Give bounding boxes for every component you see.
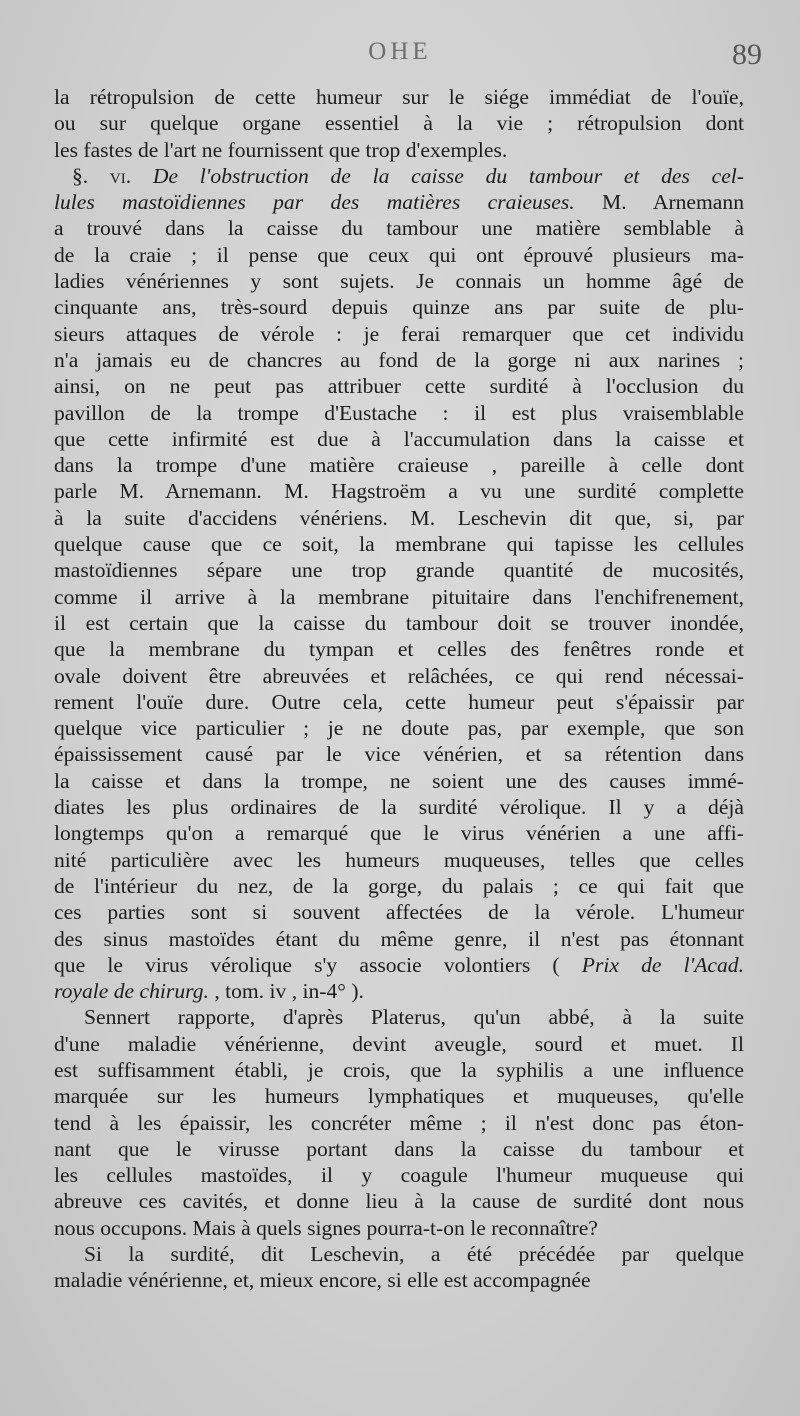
text-span: nité particulière avec les humeurs muqueuses, telles que celles: [54, 847, 744, 872]
text-line: [54, 242, 744, 268]
text-span: Si la surdité, dit Leschevin, a été précédée par quelque: [84, 1242, 744, 1267]
italic-text: De l'obstruction de la caisse du tambour et des cel-: [152, 163, 745, 188]
text-line: [54, 1083, 744, 1109]
text-span: que la membrane du tympan et celles des fenêtres ronde et: [54, 637, 744, 662]
text-line: [54, 1031, 744, 1057]
text-span: que le virus vérolique s'y associe volontiers (: [54, 952, 582, 977]
text-line: [54, 978, 744, 1004]
text-line: [54, 1004, 744, 1030]
text-span: quelque cause que ce soit, la membrane qui tapisse les cellules: [54, 532, 744, 557]
text-span: ou sur quelque organe essentiel à la vie ; rétropulsion dont: [54, 111, 744, 136]
text-span: épaississement causé par le vice vénérien, et sa rétention dans: [54, 742, 744, 767]
text-line: [54, 1162, 744, 1188]
text-span: rement l'ouïe dure. Outre cela, cette humeur peut s'épaissir par: [54, 689, 744, 714]
text-line: [54, 689, 744, 715]
text-span: diates les plus ordinaires de la surdité vérolique. Il y a déjà: [54, 795, 744, 820]
text-span: , tom. iv , in-4° ).: [208, 979, 364, 1004]
text-span: la caisse et dans la trompe, ne soient une des causes immé-: [54, 768, 744, 793]
text-line: [54, 584, 744, 610]
text-line: [54, 373, 744, 399]
text-span: dans la trompe d'une matière craieuse , pareille à celle dont: [54, 453, 744, 478]
text-line: [54, 505, 744, 531]
text-span: n'a jamais eu de chancres au fond de la gorge ni aux narines ;: [54, 347, 744, 372]
text-line: [54, 636, 744, 662]
text-span: ovale doivent être abreuvées et relâchées, ce qui rend nécessai-: [54, 663, 744, 688]
text-span: quelque vice particulier ; je ne doute pas, par exemple, que son: [54, 716, 744, 741]
running-title: OHE: [368, 38, 432, 65]
text-line: [54, 1241, 744, 1267]
text-line: [54, 715, 744, 741]
italic-text: lules mastoïdiennes par des matières craieuses.: [54, 190, 575, 215]
text-span: d'une maladie vénérienne, devint aveugle, sourd et muet. Il: [54, 1031, 744, 1056]
text-span: ladies vénériennes y sont sujets. Je connais un homme âgé de: [54, 269, 744, 294]
text-line: [54, 741, 744, 767]
text-span: M. Arnemann: [574, 190, 744, 215]
text-line: [54, 1110, 744, 1136]
text-span: sieurs attaques de vérole : je ferai remarquer que cet individu: [54, 321, 744, 346]
text-line: [54, 163, 744, 189]
text-line: [54, 137, 744, 163]
text-span: il est certain que la caisse du tambour doit se trouver inondée,: [54, 610, 744, 635]
text-line: [54, 426, 744, 452]
body-text: [54, 84, 744, 1294]
text-line: [54, 268, 744, 294]
text-span: Sennert rapporte, d'après Platerus, qu'un abbé, à la suite: [84, 1005, 744, 1030]
text-span: marquée sur les humeurs lymphatiques et muqueuses, qu'elle: [54, 1084, 744, 1109]
text-span: tend à les épaissir, les concréter même ; il n'est donc pas éton-: [54, 1110, 744, 1135]
text-line: [54, 452, 744, 478]
text-span: de l'intérieur du nez, de la gorge, du palais ; ce qui fait que: [54, 873, 744, 898]
running-head: [0, 38, 800, 78]
text-span: abreuve ces cavités, et donne lieu à la cause de surdité dont nous: [54, 1189, 744, 1214]
text-line: [54, 189, 744, 215]
text-span: à la suite d'accidens vénériens. M. Leschevin dit que, si, par: [54, 505, 744, 530]
text-line: [54, 84, 744, 110]
text-line: [54, 768, 744, 794]
text-span: maladie vénérienne, et, mieux encore, si elle est accompagnée: [54, 1268, 591, 1293]
text-line: [54, 1188, 744, 1214]
text-line: [54, 663, 744, 689]
text-line: [54, 531, 744, 557]
text-line: [54, 215, 744, 241]
italic-text: royale de chirurg.: [54, 979, 209, 1004]
text-span: de la craie ; il pense que ceux qui ont éprouvé plusieurs ma-: [54, 242, 744, 267]
text-span: nous occupons. Mais à quels signes pourra-t-on le reconnaître?: [54, 1215, 598, 1240]
text-line: [54, 557, 744, 583]
text-span: est suffisamment établi, je crois, que la syphilis a une influence: [54, 1057, 744, 1082]
text-span: a trouvé dans la caisse du tambour une matière semblable à: [54, 216, 744, 241]
text-line: [54, 1136, 744, 1162]
text-line: [54, 347, 744, 373]
text-span: nant que le virusse portant dans la caisse du tambour et: [54, 1136, 744, 1161]
text-line: [54, 1215, 744, 1241]
text-span: la rétropulsion de cette humeur sur le siége immédiat de l'ouïe,: [54, 85, 744, 109]
text-line: [54, 400, 744, 426]
text-span: cinquante ans, très-sourd depuis quinze ans par suite de plu-: [54, 295, 744, 320]
text-span: les cellules mastoïdes, il y coagule l'humeur muqueuse qui: [54, 1163, 744, 1188]
text-line: [54, 873, 744, 899]
text-line: [54, 1267, 744, 1293]
text-span: les fastes de l'art ne fournissent que trop d'exemples.: [54, 137, 508, 162]
text-line: [54, 926, 744, 952]
text-line: [54, 321, 744, 347]
text-span: comme il arrive à la membrane pituitaire dans l'enchifrenement,: [54, 584, 744, 609]
text-line: [54, 794, 744, 820]
text-line: [54, 952, 744, 978]
section-marker: §. vi.: [72, 163, 153, 188]
text-line: [54, 294, 744, 320]
text-line: [54, 847, 744, 873]
italic-text: Prix de l'Acad.: [581, 952, 745, 977]
text-line: [54, 1057, 744, 1083]
text-span: parle M. Arnemann. M. Hagstroëm a vu une surdité complette: [54, 479, 744, 504]
text-line: [54, 478, 744, 504]
text-span: longtemps qu'on a remarqué que le virus vénérien a une affi-: [54, 821, 744, 846]
text-line: [54, 110, 744, 136]
text-line: [54, 899, 744, 925]
text-span: ainsi, on ne peut pas attribuer cette surdité à l'occlusion du: [54, 374, 744, 399]
text-span: mastoïdiennes sépare une trop grande quantité de mucosités,: [54, 558, 744, 583]
page-number: 89: [732, 38, 762, 71]
text-span: que cette infirmité est due à l'accumulation dans la caisse et: [54, 426, 744, 451]
text-span: des sinus mastoïdes étant du même genre, il n'est pas étonnant: [54, 926, 744, 951]
text-span: pavillon de la trompe d'Eustache : il est plus vraisemblable: [54, 400, 744, 425]
text-line: [54, 610, 744, 636]
text-line: [54, 820, 744, 846]
text-span: ces parties sont si souvent affectées de la vérole. L'humeur: [54, 900, 744, 925]
